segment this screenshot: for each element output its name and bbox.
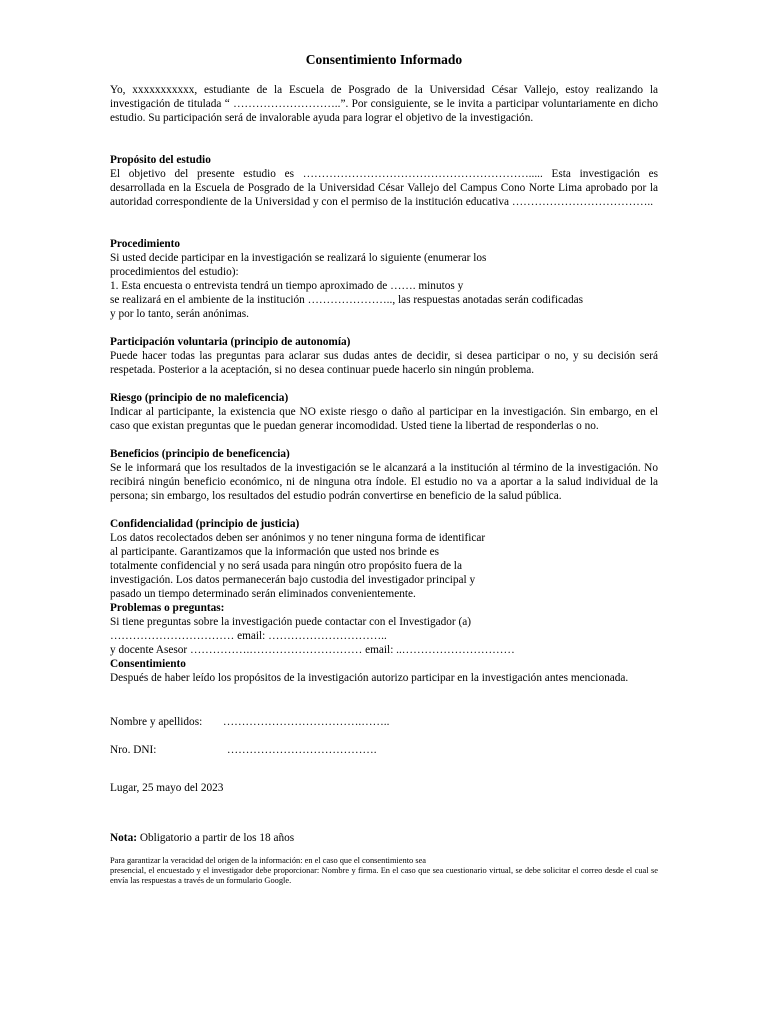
section-confidencialidad bbox=[110, 517, 658, 601]
section-heading: Problemas o preguntas: bbox=[110, 602, 225, 614]
footnote-line: Para garantizar la veracidad del origen de la información: en el caso que el consentimiento sea bbox=[110, 856, 427, 865]
section-riesgo bbox=[110, 391, 658, 433]
contact-line: Si tiene preguntas sobre la investigación puede contactar con el Investigador (a) bbox=[110, 616, 472, 628]
name-blank: ……………………………….…….. bbox=[222, 716, 390, 728]
section-text: Se le informará que los resultados de la investigación se le alcanzará a la institución al término de la investigación. No recibirá ningún beneficio económico, ni de ninguna otra índole. El estudio no va a aportar a la salud individual de la persona; sin embargo, los resultados del estudio podrán convertirse en beneficio de la salud pública. bbox=[110, 462, 658, 502]
section-text: Después de haber leído los propósitos de la investigación autorizo participar en la investigación antes mencionada. bbox=[110, 672, 629, 684]
procedure-line: y por lo tanto, serán anónimas. bbox=[110, 308, 249, 320]
note-label: Nota: bbox=[110, 832, 137, 844]
procedure-line: Si usted decide participar en la investigación se realizará lo siguiente (enumerar los bbox=[110, 252, 487, 264]
section-heading: Procedimiento bbox=[110, 238, 181, 250]
section-heading: Confidencialidad (principio de justicia) bbox=[110, 518, 300, 530]
section-text: El objetivo del presente estudio es ……………………………………………………..... Esta investigación es desarrollada en la Escuela de Posgrado de la Universidad César Vallejo del Campus Cono Norte Lima aprobado por la autoridad correspondiente de la Universidad y con el permiso de la institución educativa ……………………………….. bbox=[110, 168, 658, 208]
confidentiality-line: totalmente confidencial y no será usada para ningún otro propósito fuera de la bbox=[110, 560, 462, 572]
section-heading: Riesgo (principio de no maleficencia) bbox=[110, 392, 289, 404]
investigator-contact-line: …………………………… email: ………………………….. bbox=[110, 630, 387, 642]
procedure-line: procedimientos del estudio): bbox=[110, 266, 239, 278]
footnote-text: presencial, el encuestado y el investigador debe proporcionar: Nombre y firma. En el caso que sea cuestionario virtual, se debe solicitar el correo desde el cual se envía las respuestas a través de un formulario Google. bbox=[110, 866, 658, 885]
section-heading: Beneficios (principio de beneficencia) bbox=[110, 448, 290, 460]
intro-paragraph: Yo, xxxxxxxxxxx, estudiante de la Escuela de Posgrado de la Universidad César Vallejo, estoy realizando la investigación de titulada “ ………………………..”. Por consiguiente, se le invita a participar voluntariamente en dicho estudio. Su participación será de invalorable ayuda para lograr el objetivo de la investigación. bbox=[110, 84, 658, 124]
place-date: Lugar, 25 mayo del 2023 bbox=[110, 782, 224, 794]
confidentiality-line: investigación. Los datos permanecerán bajo custodia del investigador principal y bbox=[110, 574, 476, 586]
name-field bbox=[110, 715, 389, 729]
section-heading: Participación voluntaria (principio de autonomía) bbox=[110, 336, 351, 348]
footnote bbox=[110, 856, 658, 886]
section-consentimiento bbox=[110, 657, 658, 685]
section-procedimiento bbox=[110, 237, 658, 321]
advisor-contact-line: y docente Asesor …………….………………………… email: ..………………………… bbox=[110, 644, 515, 656]
procedure-line: 1. Esta encuesta o entrevista tendrá un tiempo aproximado de ……. minutos y bbox=[110, 280, 464, 292]
confidentiality-line: pasado un tiempo determinado serán eliminados convenientemente. bbox=[110, 588, 416, 600]
section-text: Puede hacer todas las preguntas para aclarar sus dudas antes de decidir, si desea participar o no, y su decisión será respetada. Posterior a la aceptación, si no desea continuar puede hacerlo sin ningún problema. bbox=[110, 350, 658, 376]
procedure-line: se realizará en el ambiente de la institución ………………….., las respuestas anotadas serán codificadas bbox=[110, 294, 584, 306]
section-beneficios bbox=[110, 447, 658, 503]
confidentiality-line: Los datos recolectados deben ser anónimos y no tener ninguna forma de identificar bbox=[110, 532, 486, 544]
section-heading: Propósito del estudio bbox=[110, 154, 211, 166]
dni-field bbox=[110, 743, 377, 757]
note bbox=[110, 831, 294, 845]
section-participacion bbox=[110, 335, 658, 377]
section-text: Indicar al participante, la existencia que NO existe riesgo o daño al participar en la investigación. Sin embargo, en el caso que existan preguntas que le puedan generar incomodidad. Usted tiene la libertad de responderlas o no. bbox=[110, 406, 658, 432]
section-problemas bbox=[110, 601, 658, 657]
dni-label: Nro. DNI: bbox=[110, 744, 157, 756]
section-proposito bbox=[110, 153, 658, 209]
confidentiality-line: al participante. Garantizamos que la información que usted nos brinde es bbox=[110, 546, 440, 558]
document-title: Consentimiento Informado bbox=[305, 52, 463, 67]
note-text: Obligatorio a partir de los 18 años bbox=[139, 832, 295, 844]
name-label: Nombre y apellidos: bbox=[110, 716, 203, 728]
section-heading: Consentimiento bbox=[110, 658, 186, 670]
dni-blank: …………………………………. bbox=[226, 744, 377, 756]
